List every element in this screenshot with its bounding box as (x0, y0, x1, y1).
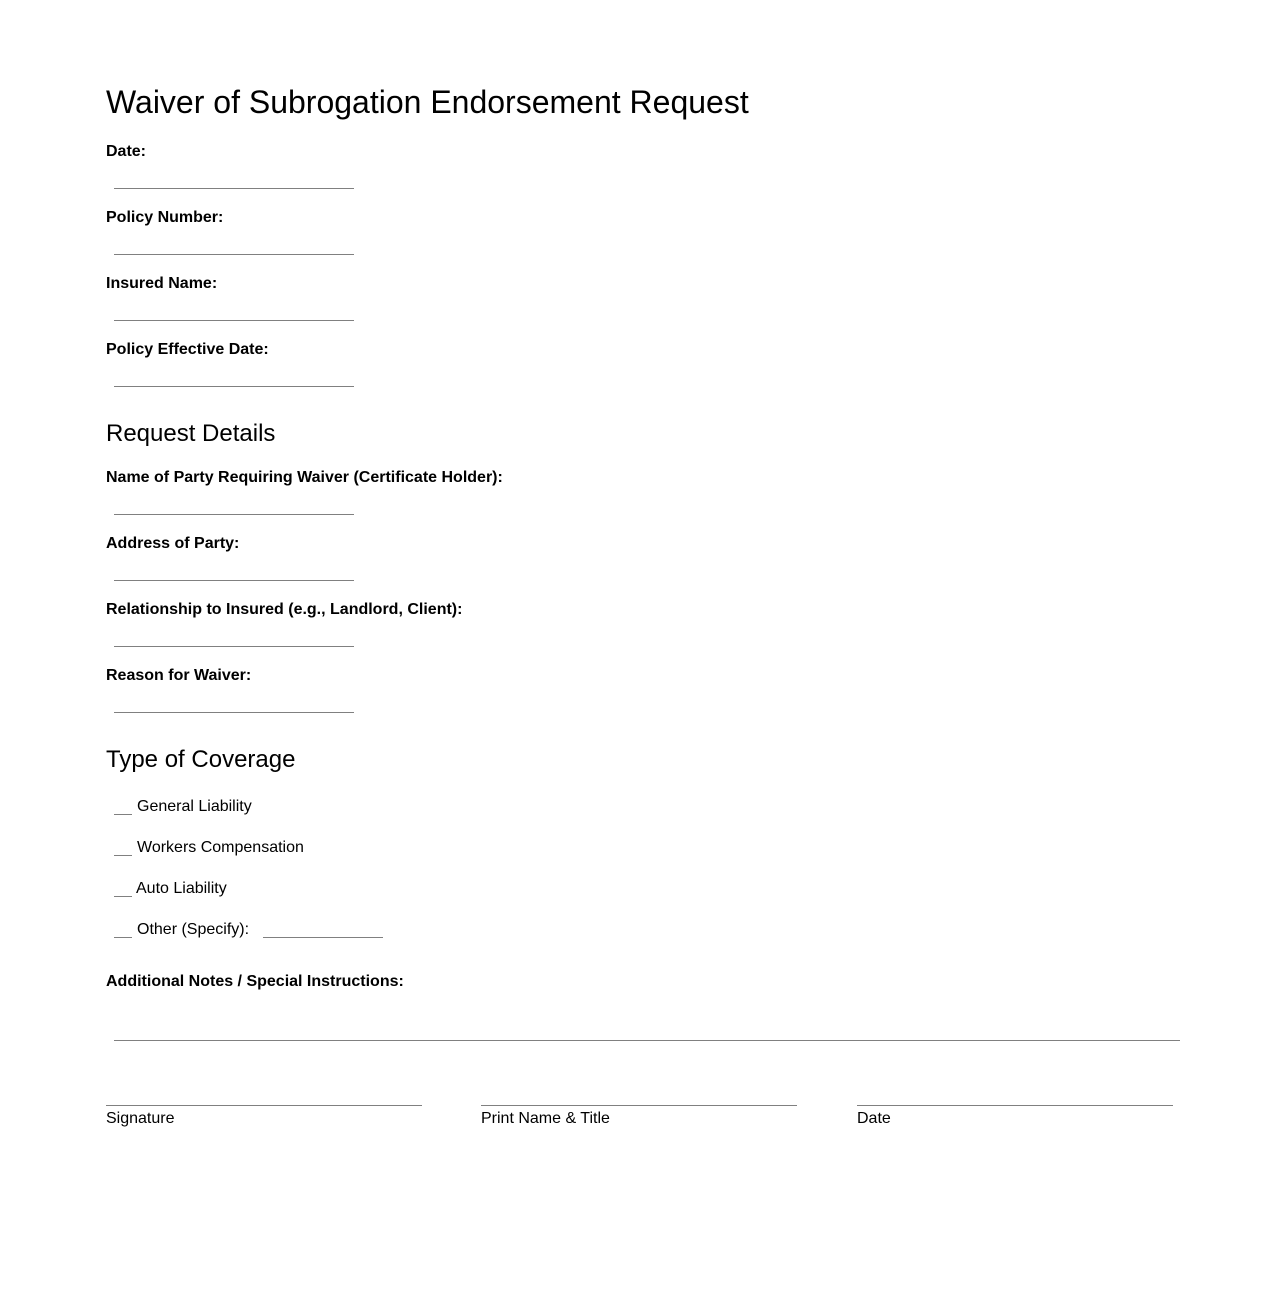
party-address-field[interactable] (114, 580, 354, 581)
print-name-block (481, 1105, 797, 1129)
request-details-heading: Request Details (106, 420, 276, 447)
party-name-field[interactable] (114, 514, 354, 515)
party-address-label: Address of Party: (106, 535, 240, 552)
relationship-label: Relationship to Insured (e.g., Landlord, Client): (106, 601, 463, 618)
policy-effective-date-label: Policy Effective Date: (106, 341, 269, 358)
coverage-heading: Type of Coverage (106, 746, 296, 773)
signature-date-caption: Date (857, 1110, 891, 1127)
coverage-option-label: Workers Compensation (137, 839, 304, 856)
party-name-label: Name of Party Requiring Waiver (Certificate Holder): (106, 469, 503, 486)
print-name-caption: Print Name & Title (481, 1110, 610, 1127)
document-title: Waiver of Subrogation Endorsement Request (106, 84, 749, 120)
notes-field[interactable] (114, 1040, 1180, 1041)
signature-block (106, 1105, 422, 1129)
signature-date-field[interactable] (857, 1105, 1173, 1106)
reason-label: Reason for Waiver: (106, 667, 252, 684)
insured-name-label: Insured Name: (106, 275, 218, 292)
coverage-option-label: Other (Specify): (137, 921, 250, 938)
reason-field[interactable] (114, 712, 354, 713)
checkbox-blank[interactable] (114, 937, 132, 938)
coverage-option-workers-compensation[interactable] (114, 838, 304, 858)
notes-label: Additional Notes / Special Instructions: (106, 973, 404, 990)
print-name-title-field[interactable] (481, 1105, 797, 1106)
checkbox-blank[interactable] (114, 855, 132, 856)
coverage-option-auto-liability[interactable] (114, 879, 227, 899)
relationship-field[interactable] (114, 646, 354, 647)
signature-date-block (857, 1105, 1173, 1129)
signature-caption: Signature (106, 1110, 175, 1127)
checkbox-blank[interactable] (114, 896, 132, 897)
date-field[interactable] (114, 188, 354, 189)
insured-name-field[interactable] (114, 320, 354, 321)
policy-number-field[interactable] (114, 254, 354, 255)
other-specify-field[interactable] (263, 937, 383, 938)
coverage-option-label: General Liability (137, 798, 252, 815)
policy-effective-date-field[interactable] (114, 386, 354, 387)
coverage-option-other[interactable] (114, 920, 383, 940)
coverage-option-general-liability[interactable] (114, 797, 252, 817)
date-label: Date: (106, 143, 147, 160)
checkbox-blank[interactable] (114, 814, 132, 815)
coverage-option-label: Auto Liability (136, 880, 227, 897)
policy-number-label: Policy Number: (106, 209, 224, 226)
signature-field[interactable] (106, 1105, 422, 1106)
